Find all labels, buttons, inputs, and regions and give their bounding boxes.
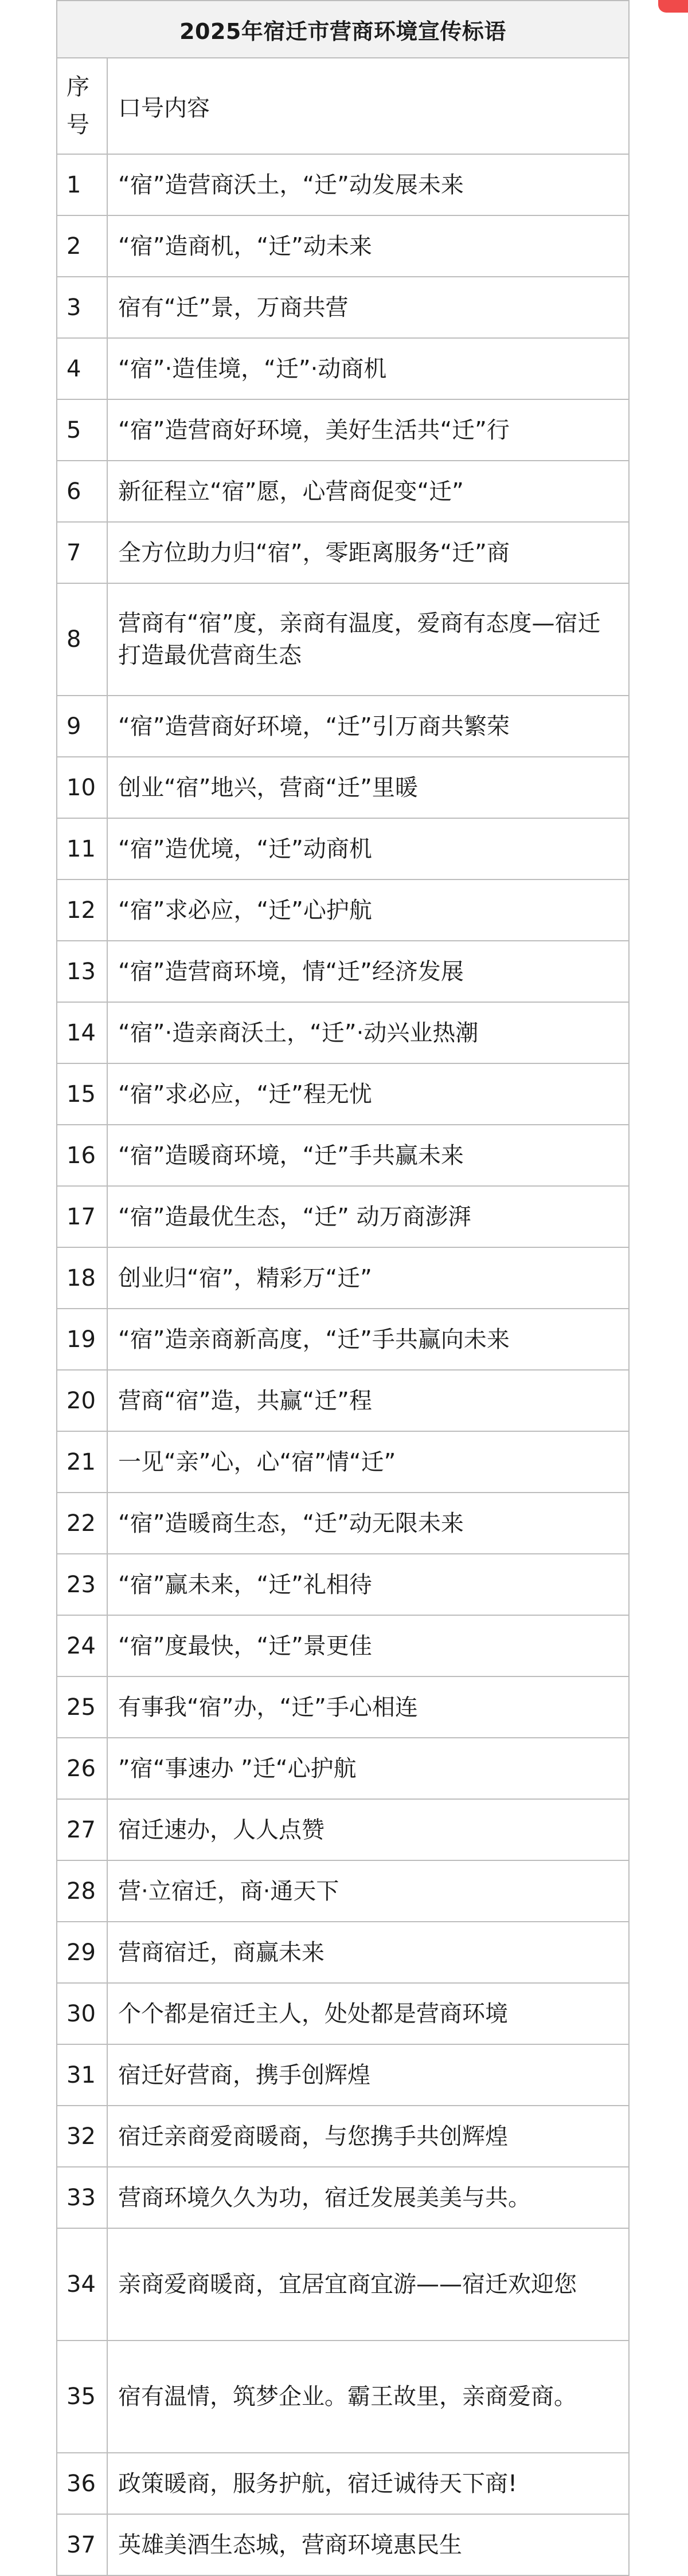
row-slogan: 亲商爱商暖商，宜居宜商宜游——宿迁欢迎您 [107, 2228, 629, 2341]
table-row [57, 1247, 629, 1309]
row-number: 13 [57, 941, 107, 1002]
row-number: 5 [57, 399, 107, 461]
table-row [57, 941, 629, 1002]
table-row [57, 1615, 629, 1676]
row-slogan: “宿”造商机，“迁”动未来 [107, 215, 629, 277]
row-number: 32 [57, 2106, 107, 2167]
table-row [57, 2453, 629, 2514]
row-slogan: 个个都是宿迁主人，处处都是营商环境 [107, 1983, 629, 2044]
row-slogan: 英雄美酒生态城，营商环境惠民生 [107, 2514, 629, 2575]
row-number: 3 [57, 277, 107, 338]
table-row [57, 522, 629, 583]
table-row [57, 461, 629, 522]
row-slogan: 宿迁速办，人人点赞 [107, 1799, 629, 1860]
row-number: 35 [57, 2341, 107, 2453]
row-number: 27 [57, 1799, 107, 1860]
table-row [57, 399, 629, 461]
row-number: 6 [57, 461, 107, 522]
table-row [57, 1922, 629, 1983]
row-slogan: 新征程立“宿”愿，心营商促变“迁” [107, 461, 629, 522]
header-row [57, 58, 629, 154]
row-slogan: ”宿“事速办 ”迁“心护航 [107, 1738, 629, 1799]
row-slogan: 宿有温情，筑梦企业。霸王故里，亲商爱商。 [107, 2341, 629, 2453]
row-number: 31 [57, 2044, 107, 2106]
row-slogan: 宿有“迁”景，万商共营 [107, 277, 629, 338]
table-row [57, 2341, 629, 2453]
row-number: 8 [57, 583, 107, 696]
table-row [57, 1309, 629, 1370]
row-number: 33 [57, 2167, 107, 2228]
row-slogan: 营·立宿迁，商·通天下 [107, 1860, 629, 1922]
row-number: 26 [57, 1738, 107, 1799]
row-slogan: 全方位助力归“宿”，零距离服务“迁”商 [107, 522, 629, 583]
row-number: 11 [57, 818, 107, 879]
corner-accent [658, 0, 688, 13]
table-row [57, 1983, 629, 2044]
table-row [57, 1431, 629, 1493]
row-slogan: “宿”造优境，“迁”动商机 [107, 818, 629, 879]
table-row [57, 1676, 629, 1738]
row-slogan: “宿”造最优生态，“迁” 动万商澎湃 [107, 1186, 629, 1247]
row-number: 16 [57, 1125, 107, 1186]
row-number: 22 [57, 1493, 107, 1554]
row-number: 19 [57, 1309, 107, 1370]
table-row [57, 2228, 629, 2341]
title-row [57, 1, 629, 58]
row-number: 28 [57, 1860, 107, 1922]
row-number: 9 [57, 696, 107, 757]
row-slogan: 营商有“宿”度，亲商有温度，爱商有态度—宿迁打造最优营商生态 [107, 583, 629, 696]
table-row [57, 1738, 629, 1799]
row-number: 7 [57, 522, 107, 583]
row-number: 37 [57, 2514, 107, 2575]
row-slogan: “宿”·造亲商沃土，“迁”·动兴业热潮 [107, 1002, 629, 1063]
row-number: 25 [57, 1676, 107, 1738]
table-row [57, 1125, 629, 1186]
row-slogan: 宿迁亲商爱商暖商，与您携手共创辉煌 [107, 2106, 629, 2167]
row-number: 23 [57, 1554, 107, 1615]
table-title: 2025年宿迁市营商环境宣传标语 [57, 1, 629, 58]
table-row [57, 1186, 629, 1247]
row-number: 12 [57, 879, 107, 941]
row-number: 36 [57, 2453, 107, 2514]
table-row [57, 1370, 629, 1431]
table-row [57, 818, 629, 879]
row-number: 1 [57, 154, 107, 215]
table-row [57, 277, 629, 338]
row-slogan: “宿”求必应，“迁”程无忧 [107, 1063, 629, 1125]
row-number: 10 [57, 757, 107, 818]
row-slogan: “宿”度最快，“迁”景更佳 [107, 1615, 629, 1676]
table-row [57, 1799, 629, 1860]
row-number: 20 [57, 1370, 107, 1431]
table-row [57, 879, 629, 941]
table-row [57, 757, 629, 818]
row-number: 14 [57, 1002, 107, 1063]
table-row [57, 2106, 629, 2167]
row-slogan: 创业归“宿”，精彩万“迁” [107, 1247, 629, 1309]
row-slogan: 一见“亲”心，心“宿”情“迁” [107, 1431, 629, 1493]
table-row [57, 338, 629, 399]
table-row [57, 1860, 629, 1922]
row-number: 34 [57, 2228, 107, 2341]
table-row [57, 583, 629, 696]
row-slogan: 营商宿迁，商赢未来 [107, 1922, 629, 1983]
row-slogan: “宿”造暖商生态，“迁”动无限未来 [107, 1493, 629, 1554]
slogan-table [56, 0, 630, 2576]
table-row [57, 1554, 629, 1615]
row-slogan: 营商环境久久为功，宿迁发展美美与共。 [107, 2167, 629, 2228]
table-row [57, 154, 629, 215]
row-slogan: “宿”造营商环境，情“迁”经济发展 [107, 941, 629, 1002]
header-content: 口号内容 [107, 58, 629, 154]
row-slogan: 有事我“宿”办，“迁”手心相连 [107, 1676, 629, 1738]
row-number: 24 [57, 1615, 107, 1676]
row-slogan: “宿”造营商好环境，“迁”引万商共繁荣 [107, 696, 629, 757]
row-slogan: “宿”造亲商新高度，“迁”手共赢向未来 [107, 1309, 629, 1370]
table-row [57, 2514, 629, 2575]
table-row [57, 215, 629, 277]
row-slogan: “宿”·造佳境，“迁”·动商机 [107, 338, 629, 399]
row-number: 15 [57, 1063, 107, 1125]
row-slogan: 政策暖商，服务护航，宿迁诚待天下商! [107, 2453, 629, 2514]
row-slogan: 创业“宿”地兴，营商“迁”里暖 [107, 757, 629, 818]
row-number: 17 [57, 1186, 107, 1247]
table-row [57, 2167, 629, 2228]
header-number [57, 58, 107, 154]
row-slogan: “宿”造营商好环境，美好生活共“迁”行 [107, 399, 629, 461]
row-slogan: 营商“宿”造，共赢“迁”程 [107, 1370, 629, 1431]
row-slogan: “宿”造营商沃土，“迁”动发展未来 [107, 154, 629, 215]
table-row [57, 696, 629, 757]
row-slogan: 宿迁好营商，携手创辉煌 [107, 2044, 629, 2106]
row-number: 30 [57, 1983, 107, 2044]
row-number: 21 [57, 1431, 107, 1493]
header-number-label: 序号 [67, 74, 89, 138]
row-slogan: “宿”赢未来，“迁”礼相待 [107, 1554, 629, 1615]
row-number: 18 [57, 1247, 107, 1309]
row-number: 2 [57, 215, 107, 277]
row-slogan: “宿”求必应，“迁”心护航 [107, 879, 629, 941]
table-row [57, 1493, 629, 1554]
row-number: 4 [57, 338, 107, 399]
table-row [57, 1002, 629, 1063]
table-row [57, 1063, 629, 1125]
row-number: 29 [57, 1922, 107, 1983]
row-slogan: “宿”造暖商环境，“迁”手共赢未来 [107, 1125, 629, 1186]
table-row [57, 2044, 629, 2106]
